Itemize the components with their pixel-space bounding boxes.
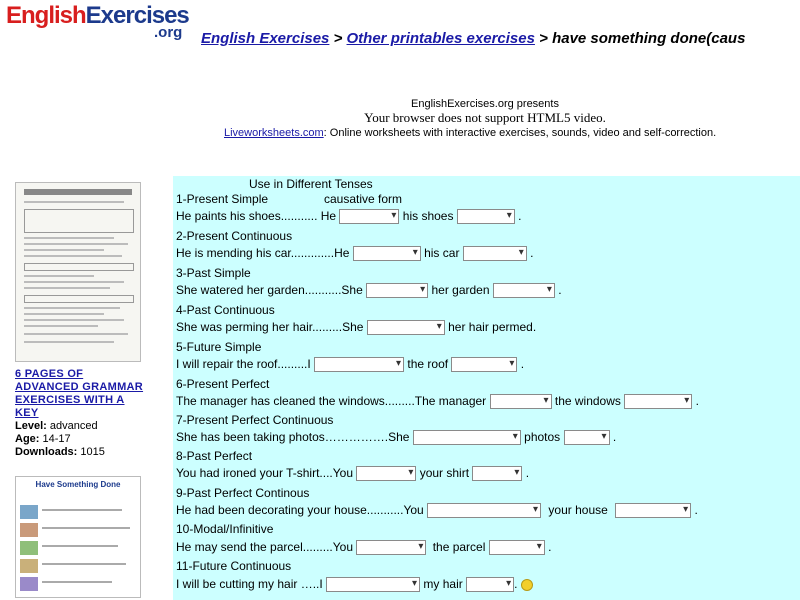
answer-select[interactable] bbox=[326, 577, 420, 592]
heading-11: 11-Future Continuous bbox=[176, 559, 292, 573]
breadcrumb-separator: > bbox=[534, 30, 553, 47]
heading-4: 4-Past Continuous bbox=[176, 303, 275, 317]
answer-select[interactable] bbox=[367, 320, 445, 335]
heading-2: 2-Present Continuous bbox=[176, 229, 293, 243]
heading-5: 5-Future Simple bbox=[176, 340, 262, 354]
thumbnail-title: Have Something Done bbox=[35, 480, 121, 489]
answer-select[interactable] bbox=[366, 283, 428, 298]
video-unsupported-text: Your browser does not support HTML5 video. bbox=[364, 110, 606, 125]
second-worksheet-thumbnail[interactable] bbox=[15, 476, 141, 598]
sentence-2: He is mending his car.............He ▾ his car ▾ . bbox=[176, 246, 533, 261]
answer-select[interactable] bbox=[615, 503, 691, 518]
answer-select[interactable] bbox=[472, 466, 522, 481]
answer-select[interactable] bbox=[413, 430, 521, 445]
causative-form-label: causative form bbox=[324, 192, 403, 206]
sentence-5: I will repair the roof.........I ▾ the roof ▾ . bbox=[176, 357, 524, 372]
video-presents-text: EnglishExercises.org presents bbox=[411, 98, 559, 110]
answer-select[interactable] bbox=[489, 540, 545, 555]
sentence-9: He had been decorating your house...........You ▾ your house ▾ . bbox=[176, 503, 698, 518]
liveworksheets-link[interactable]: Liveworksheets.com bbox=[224, 127, 324, 139]
answer-select[interactable] bbox=[451, 357, 517, 372]
heading-9: 9-Past Perfect Continous bbox=[176, 486, 310, 500]
age-row: Age: 14-17 bbox=[15, 433, 71, 445]
answer-select[interactable] bbox=[493, 283, 555, 298]
answer-select[interactable] bbox=[339, 209, 399, 224]
breadcrumb-link-other-printables[interactable]: Other printables exercises bbox=[346, 30, 535, 47]
answer-select[interactable] bbox=[356, 466, 416, 481]
breadcrumb-current: have something done(caus bbox=[552, 30, 746, 47]
liveworksheets-description: : Online worksheets with interactive exercises, sounds, video and self-correction. bbox=[323, 127, 717, 139]
downloads-row: Downloads: 1015 bbox=[15, 446, 105, 458]
worksheet-link[interactable]: 6 PAGES OF ADVANCED GRAMMAR EXERCISES WITH A KEY bbox=[15, 368, 144, 419]
heading-6: 6-Present Perfect bbox=[176, 377, 270, 391]
logo-text: EnglishExercises bbox=[6, 2, 189, 29]
liveworksheets-line bbox=[224, 127, 716, 139]
heading-3: 3-Past Simple bbox=[176, 266, 251, 280]
exercise-title: Use in Different Tenses bbox=[249, 177, 373, 191]
sentence-11: I will be cutting my hair …..I ▾ my hair ▾ . bbox=[176, 577, 533, 592]
sidebar bbox=[15, 182, 145, 598]
answer-select[interactable] bbox=[463, 246, 527, 261]
level-row: Level: advanced bbox=[15, 420, 98, 432]
answer-select[interactable] bbox=[466, 577, 514, 592]
sentence-6: The manager has cleaned the windows.........The manager ▾ the windows ▾ . bbox=[176, 394, 699, 409]
heading-10: 10-Modal/Infinitive bbox=[176, 522, 274, 536]
heading-8: 8-Past Perfect bbox=[176, 449, 253, 463]
sentence-8: You had ironed your T-shirt....You ▾ your shirt ▾ . bbox=[176, 466, 529, 481]
answer-select[interactable] bbox=[564, 430, 610, 445]
heading-7: 7-Present Perfect Continuous bbox=[176, 413, 334, 427]
answer-select[interactable] bbox=[427, 503, 541, 518]
sentence-1: He paints his shoes........... He ▾ his shoes ▾ . bbox=[176, 209, 522, 224]
answer-select[interactable] bbox=[356, 540, 426, 555]
logo-org: .org bbox=[154, 24, 183, 41]
sentence-10: He may send the parcel.........You ▾ the parcel ▾ . bbox=[176, 540, 551, 555]
sentence-3: She watered her garden...........She ▾ her garden ▾ . bbox=[176, 283, 562, 298]
sentence-4: She was perming her hair.........She ▾ her hair permed. bbox=[176, 320, 536, 335]
answer-select[interactable] bbox=[490, 394, 552, 409]
answer-select[interactable] bbox=[624, 394, 692, 409]
answer-select[interactable] bbox=[314, 357, 404, 372]
heading-1: 1-Present Simple bbox=[176, 192, 269, 206]
sentence-7: She has been taking photos…………….She ▾ photos ▾ . bbox=[176, 430, 616, 445]
answer-select[interactable] bbox=[353, 246, 421, 261]
breadcrumb-link-english-exercises[interactable]: English Exercises bbox=[201, 30, 330, 47]
answer-select[interactable] bbox=[457, 209, 515, 224]
smiley-icon[interactable] bbox=[521, 579, 533, 591]
breadcrumb bbox=[201, 30, 745, 47]
breadcrumb-separator: > bbox=[329, 30, 347, 47]
worksheet-thumbnail[interactable] bbox=[15, 182, 141, 362]
site-logo[interactable] bbox=[6, 2, 191, 44]
